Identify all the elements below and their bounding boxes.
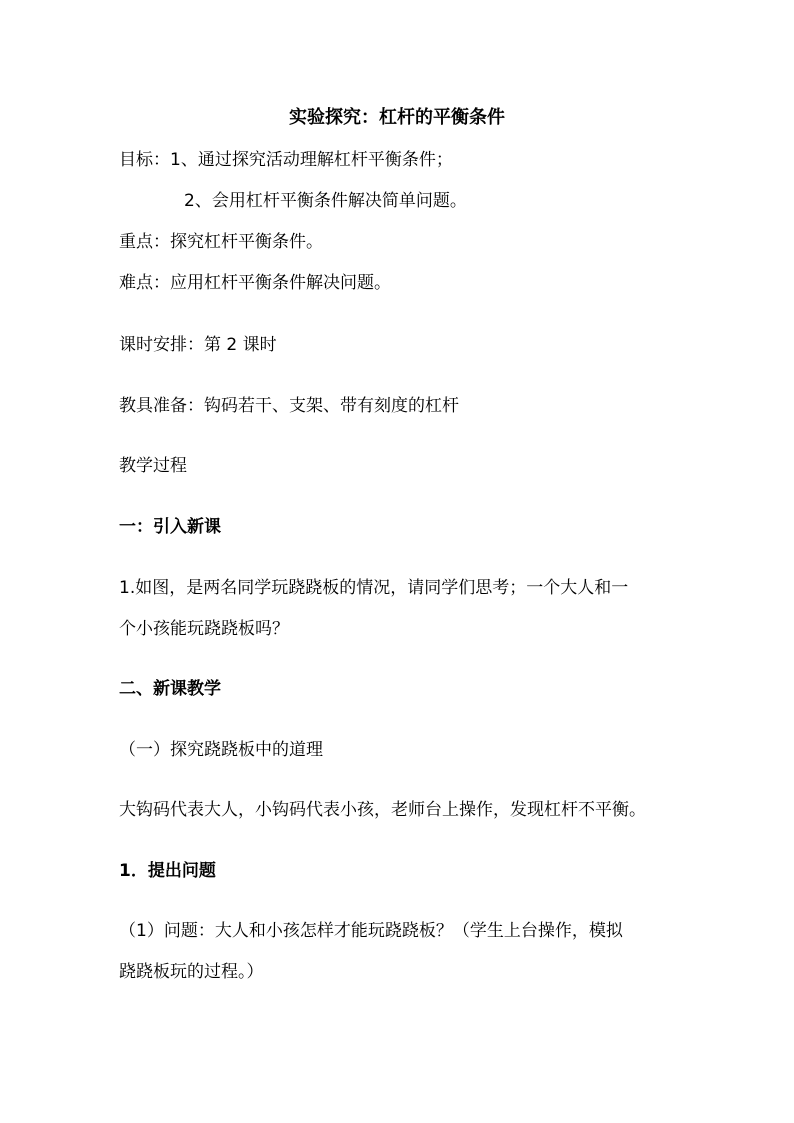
teaching-tools: 教具准备：钩码若干、支架、带有刻度的杠杆 [119,396,459,416]
goal-line-1: 目标：1、通过探究活动理解杠杆平衡条件； [119,150,453,170]
key-point: 重点：探究杠杆平衡条件。 [119,232,323,252]
section-1-paragraph-line-2: 个小孩能玩跷跷板吗？ [119,619,289,639]
teaching-process-heading: 教学过程 [119,456,187,476]
step-1-question-line-1: （1）问题：大人和小孩怎样才能玩跷跷板？（学生上台操作，模拟 [119,921,623,941]
section-2-heading: 二、新课教学 [119,679,221,699]
step-1-question-line-2: 跷跷板玩的过程。） [119,962,264,982]
document-title: 实验探究：杠杆的平衡条件 [289,107,505,128]
difficulty-point: 难点：应用杠杆平衡条件解决问题。 [119,273,391,293]
goal-line-2: 2、会用杠杆平衡条件解决简单问题。 [184,191,467,211]
step-1-heading: 1．提出问题 [119,861,216,881]
subsection-1-paragraph: 大钩码代表大人，小钩码代表小孩，老师台上操作，发现杠杆不平衡。 [119,800,646,820]
section-1-heading: 一：引入新课 [119,517,221,537]
subsection-1-heading: （一）探究跷跷板中的道理 [119,740,323,760]
class-schedule: 课时安排：第 2 课时 [119,335,277,355]
section-1-paragraph-line-1: 1.如图，是两名同学玩跷跷板的情况，请同学们思考；一个大人和一 [119,578,629,598]
